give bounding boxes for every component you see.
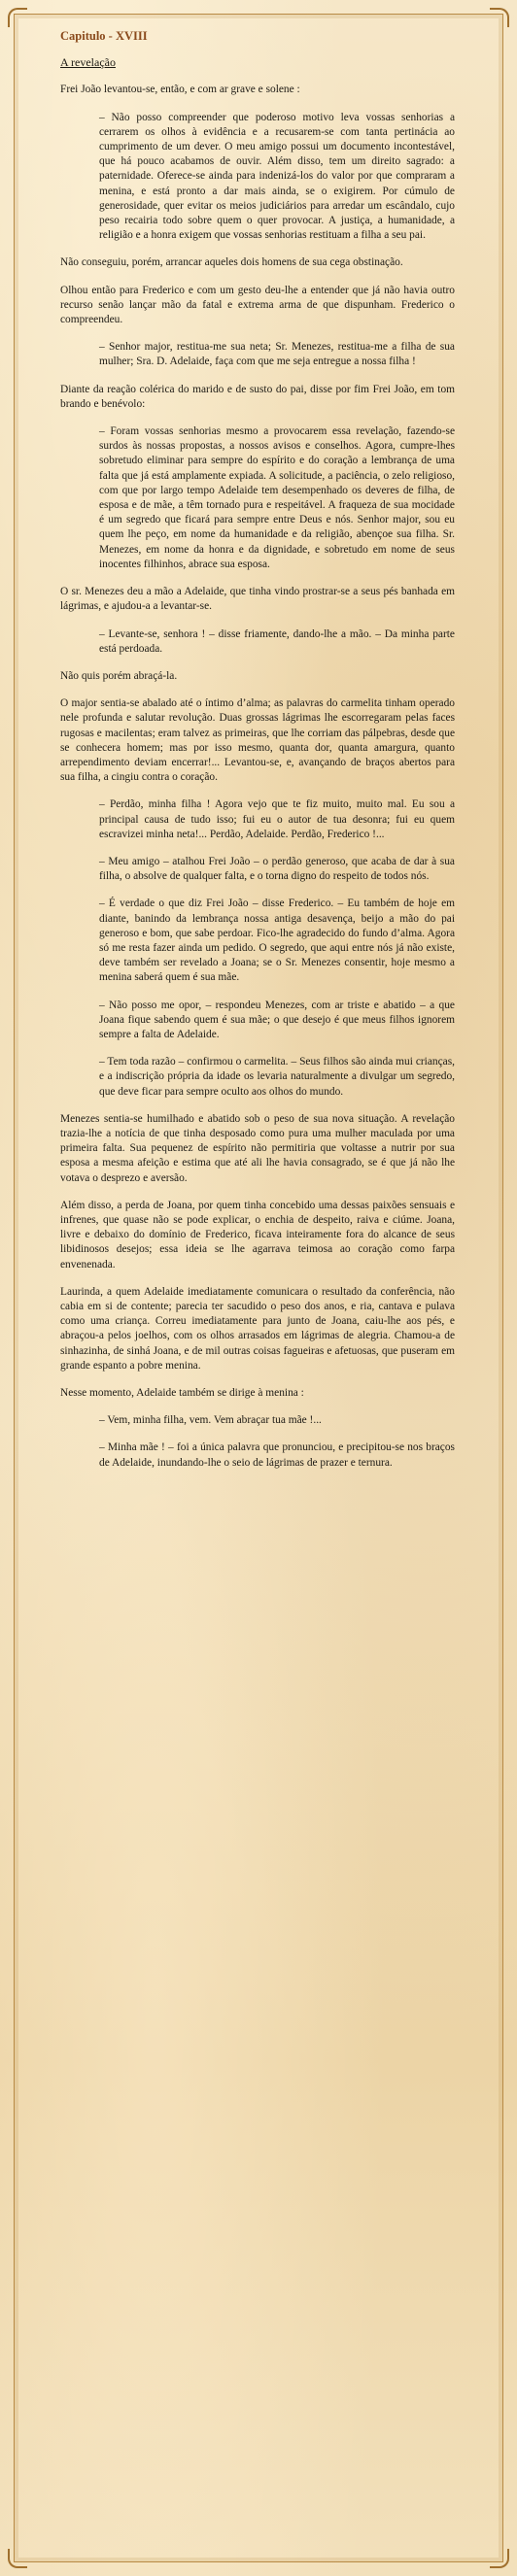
ornament-bottom-left — [8, 2549, 27, 2568]
dialogue-paragraph: – Levante-se, senhora ! – disse friamente, dando-lhe a mão. – Da minha parte está perdoada. — [99, 627, 455, 655]
narrative-paragraph: Além disso, a perda de Joana, por quem tinha concebido uma dessas paixões sensuais e infrenes, que quase não se pode explicar, o enchia de despeito, raiva e ciúme. Joana, livre e debaixo do domínio de Frederico, ficava inteiramente fora do alcance de seus libidinosos desejos; essa ideia se lhe agarrava teimosa ao coração como farpa envenenada. — [60, 1199, 455, 1271]
dialogue-paragraph: – Perdão, minha filha ! Agora vejo que te fiz muito, muito mal. Eu sou a principal causa de tudo isso; fui eu o autor de tua desonra; fui eu quem escravizei minha neta!... Perdão, Adelaide. Perdão, Frederico !... — [99, 798, 455, 840]
dialogue-paragraph: – Vem, minha filha, vem. Vem abraçar tua mãe !... — [99, 1414, 322, 1427]
narrative-paragraph: Olhou então para Frederico e com um gesto deu-lhe a entender que já não havia outro recurso senão lançar mão da fatal e extrema arma de que dispunham. Frederico o compreendeu. — [60, 284, 455, 326]
ornament-top-right — [490, 8, 509, 27]
ornament-top-left — [8, 8, 27, 27]
narrative-paragraph: Menezes sentia-se humilhado e abatido sob o peso de sua nova situação. A revelação trazia-lhe a notícia de que tinha desposado como pura uma mulher maculada por uma primeira falta. Sua pequenez de espírito não permitiria que voltasse a nutrir por sua esposa a mesma afeição e estima que até ali lhe havia consagrado, se é que já não lhe votava o desprezo e aversão. — [60, 1112, 455, 1184]
chapter-content — [60, 29, 455, 1483]
dialogue-paragraph: – Não posso me opor, – respondeu Menezes, com ar triste e abatido – a que Joana fique sabendo quem é sua mãe; o que desejo é que meus filhos ignorem sempre a falta de Adelaide. — [99, 999, 455, 1040]
dialogue-paragraph: – Minha mãe ! – foi a única palavra que pronunciou, e precipitou-se nos braços de Adelaide, inundando-lhe o seio de lágrimas de prazer e ternura. — [99, 1441, 455, 1469]
narrative-paragraph: Laurinda, a quem Adelaide imediatamente comunicara o resultado da conferência, não cabia em si de contente; parecia ter sacudido o peso dos anos, e ria, cantava e pulava como uma criança. Correu imediatamente para junto de Joana, caiu-lhe aos pés, e abraçou-a pelos joelhos, com os olhos arrasados em lágrimas de alegria. Chamou-a de sinhazinha, de sinhá Joana, e de mil outras coisas fagueiras e afetuosas, que puseram em grande espanto a pobre menina. — [60, 1285, 455, 1372]
dialogue-paragraph: – Tem toda razão – confirmou o carmelita. – Seus filhos são ainda mui crianças, e a indiscrição própria da idade os levaria naturalmente a divulgar um segredo, que deve ficar para sempre oculto aos olhos do mundo. — [99, 1056, 455, 1098]
ornament-bottom-right — [490, 2549, 509, 2568]
narrative-paragraph: Frei João levantou-se, então, e com ar grave e solene : — [60, 84, 300, 96]
narrative-paragraph: O sr. Menezes deu a mão a Adelaide, que tinha vindo prostrar-se a seus pés banhada em lágrimas, e ajudou-a a levantar-se. — [60, 586, 455, 613]
narrative-paragraph: Diante da reação colérica do marido e de susto do pai, disse por fim Frei João, em tom brando e benévolo: — [60, 383, 455, 410]
dialogue-paragraph: – É verdade o que diz Frei João – disse Frederico. – Eu também de hoje em diante, banindo da lembrança nossa antiga desavença, beijo a mão do pai generoso e bom, que sabe perdoar. Fico-lhe agradecido do fundo d’alma. Agora só me resta fazer ainda um pedido. O segredo, que aqui entre nós já não existe, deve também ser revelado a Joana; se o Sr. Menezes consentir, hoje mesmo a menina saberá quem é sua mãe. — [99, 898, 455, 984]
dialogue-paragraph: – Não posso compreender que poderoso motivo leva vossas senhorias a cerrarem os olhos à evidência e a recusarem-se com tanta pertinácia ao cumprimento de um dever. O meu amigo possui um documento incontestável, que há pouco acabamos de ouvir. Além disso, tem um direito sagrado: a paternidade. Oferece-se ainda para indenizá-los do valor por que compraram a menina, e está pronto a dar mais ainda, se o exigirem. Por cúmulo de generosidade, quer evitar os meios judiciários para arredar um escândalo, cujo peso recairia todo sobre quem o quer provocar. A justiça, a humanidade, a religião e a honra exigem que vossas senhorias restituam a filha a seu pai. — [99, 111, 455, 242]
narrative-paragraph: Nesse momento, Adelaide também se dirige à menina : — [60, 1387, 304, 1400]
narrative-paragraph: Não conseguiu, porém, arrancar aqueles dois homens de sua cega obstinação. — [60, 256, 403, 269]
dialogue-paragraph: – Meu amigo – atalhou Frei João – o perdão generoso, que acaba de dar à sua filha, o absolve de qualquer falta, e o torna digno do respeito de todos nós. — [99, 855, 455, 883]
narrative-paragraph: O major sentia-se abalado até o íntimo d’alma; as palavras do carmelita tinham operado nele profunda e salutar revolução. Duas grossas lágrimas lhe escorregaram pelas faces rugosas e macilentas; eram talvez as primeiras, que lhe corriam das pálpebras, desde que se conhecera homem; mas por isso mesmo, quanta dor, quanta amargura, quanto arrependimento deviam encerrar!... Levantou-se, e, avançando de braços abertos para sua filha, a cingiu contra o coração. — [60, 697, 455, 784]
narrative-paragraph: Não quis porém abraçá-la. — [60, 669, 178, 682]
section-title: A revelação — [60, 55, 116, 70]
chapter-heading: Capitulo - XVIII — [60, 29, 148, 43]
dialogue-paragraph: – Foram vossas senhorias mesmo a provocarem essa revelação, fazendo-se surdos às nossas propostas, a nossos avisos e conselhos. Agora, cumpre-lhes sobretudo eliminar para sempre do espírito e do coração a lembrança de uma falta que já está amplamente expiada. A solicitude, a paciência, o zelo religioso, com que por largo tempo Adelaide tem desempenhado os deveres de filha, de esposa e de mãe, a têm tornado pura e respeitável. A fraqueza de sua mocidade é um segredo que ficará para sempre entre Deus e nós. Senhor major, sou eu quem lhe peço, em nome da humanidade e da religião, abençoe sua filha. Sr. Menezes, em nome da honra e da dignidade, e sobretudo em nome de seus inocentes filhinhos, abrace sua esposa. — [99, 425, 455, 570]
text-body — [60, 83, 455, 1470]
dialogue-paragraph: – Senhor major, restitua-me sua neta; Sr. Menezes, restitua-me a filha de sua mulher; Sra. D. Adelaide, faça com que me seja entregue a nossa filha ! — [99, 341, 455, 368]
